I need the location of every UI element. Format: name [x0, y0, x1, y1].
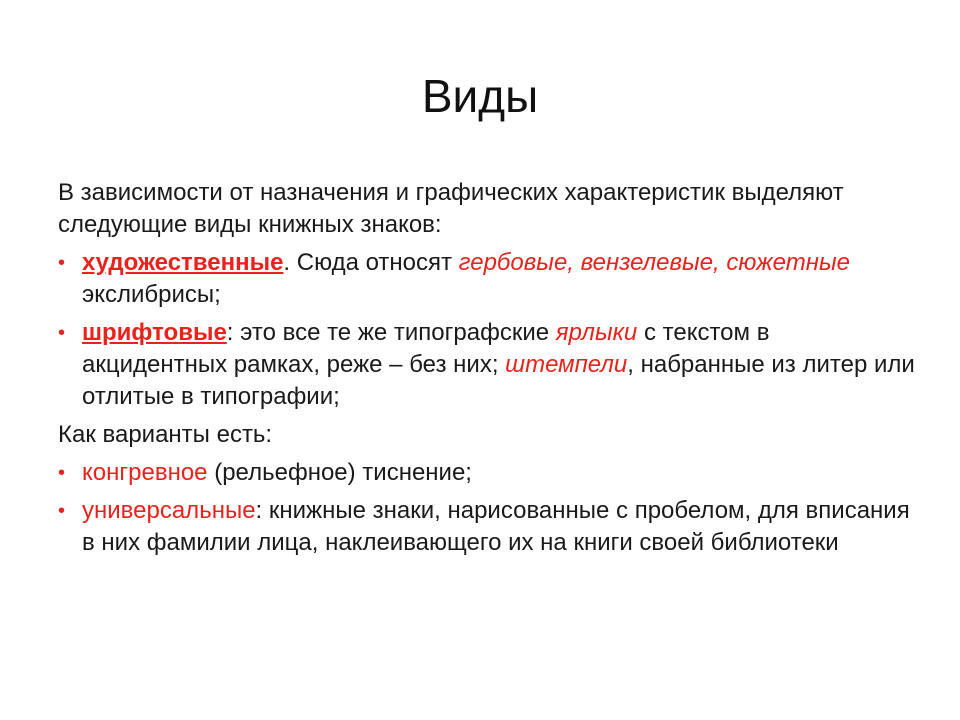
- term-embossed: конгревное: [82, 459, 208, 486]
- bullet-text: . Сюда относят: [283, 249, 459, 276]
- bullet-universal: [58, 495, 918, 559]
- bullet-icon: •: [58, 462, 66, 484]
- bullet-text: экслибрисы;: [82, 281, 221, 308]
- bullet-text: (рельефное) тиснение;: [207, 459, 472, 486]
- bullet-icon: •: [58, 500, 66, 522]
- term-font: шрифтовые: [82, 319, 227, 346]
- highlight-types: гербовые, вензелевые, сюжетные: [458, 249, 850, 276]
- slide-title: Виды: [421, 70, 539, 122]
- bullet-icon: •: [58, 322, 66, 344]
- bullet-text: , набранные из литер или отлитые в типографии;: [82, 351, 915, 410]
- bullet-embossed: [58, 457, 918, 489]
- highlight-stamps: штемпели: [505, 351, 628, 378]
- bullet-text: : книжные знаки, нарисованные с пробелом, для вписания в них фамилии лица, наклеивающего их на книги своей библиотеки: [82, 497, 910, 556]
- bullet-icon: •: [58, 252, 66, 274]
- intro-paragraph: В зависимости от назначения и графических характеристик выделяют следующие виды книжных знаков:: [58, 179, 844, 238]
- bullet-font: [58, 317, 918, 413]
- slide-body: [58, 177, 918, 565]
- variants-heading: Как варианты есть:: [58, 421, 273, 448]
- term-universal: универсальные: [82, 497, 256, 524]
- highlight-labels: ярлыки: [555, 319, 638, 346]
- term-artistic: художественные: [82, 249, 284, 276]
- bullet-text: : это все те же типографские: [226, 319, 556, 346]
- bullet-artistic: [58, 247, 918, 311]
- bullet-text: с текстом в акцидентных рамках, реже – без них;: [82, 319, 770, 378]
